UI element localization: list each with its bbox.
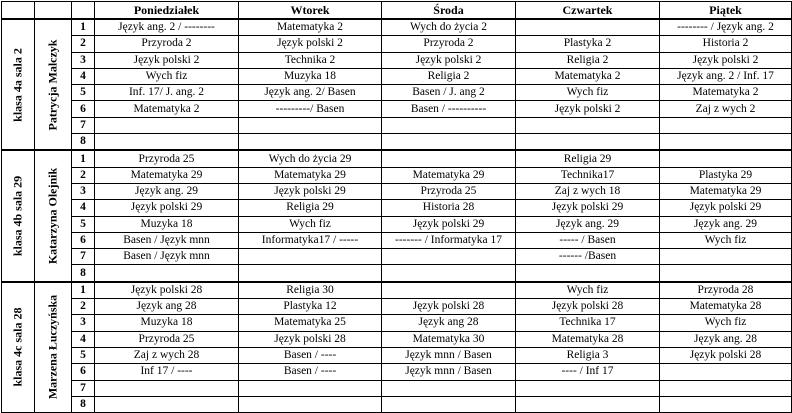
table-row <box>2 396 792 412</box>
lesson-cell <box>239 134 382 151</box>
lesson-cell: Język ang. 28 <box>660 331 792 347</box>
lesson-cell <box>660 265 792 282</box>
class-group <box>2 282 792 413</box>
lesson-cell <box>382 249 516 265</box>
lesson-cell: Wych fiz <box>516 85 660 101</box>
lesson-cell <box>660 134 792 151</box>
lesson-cell: Basen / Język mnn <box>95 249 239 265</box>
lesson-number: 4 <box>72 331 95 347</box>
table-row <box>2 347 792 363</box>
lesson-cell: Muzyka 18 <box>95 315 239 331</box>
lesson-cell: Religia 2 <box>382 68 516 84</box>
lesson-cell: Historia 28 <box>382 200 516 216</box>
lesson-number: 1 <box>72 282 95 299</box>
lesson-cell <box>516 19 660 36</box>
table-row <box>2 167 792 183</box>
lesson-cell: Wych fiz <box>660 232 792 248</box>
lesson-number: 6 <box>72 101 95 117</box>
lesson-number: 4 <box>72 200 95 216</box>
lesson-cell: Basen / J. ang 2 <box>382 85 516 101</box>
lesson-cell: Język ang. 29 <box>660 216 792 232</box>
lesson-cell: Matematyka 2 <box>95 101 239 117</box>
lesson-cell: ---- / Inf 17 <box>516 364 660 380</box>
table-row <box>2 183 792 199</box>
lesson-number: 8 <box>72 265 95 282</box>
table-row <box>2 101 792 117</box>
lesson-cell: Wych do życia 29 <box>239 150 382 167</box>
lesson-cell: Przyroda 25 <box>95 150 239 167</box>
lesson-number: 2 <box>72 167 95 183</box>
lesson-cell: Religia 29 <box>516 150 660 167</box>
lesson-cell <box>660 380 792 396</box>
lesson-cell: Przyroda 25 <box>95 331 239 347</box>
lesson-cell: Wych do życia 2 <box>382 19 516 36</box>
lesson-number: 8 <box>72 396 95 412</box>
lesson-number: 1 <box>72 19 95 36</box>
lesson-cell <box>95 396 239 412</box>
lesson-number: 7 <box>72 117 95 133</box>
lesson-cell <box>516 380 660 396</box>
table-row <box>2 68 792 84</box>
lesson-cell: Basen / ---- <box>239 364 382 380</box>
lesson-cell: Język ang 28 <box>95 299 239 315</box>
day-header-wednesday: Środa <box>382 2 516 20</box>
lesson-cell: Język polski 2 <box>382 52 516 68</box>
table-row <box>2 150 792 167</box>
lesson-cell: Muzyka 18 <box>239 68 382 84</box>
lesson-cell <box>516 134 660 151</box>
lesson-cell: Przyroda 2 <box>382 36 516 52</box>
lesson-cell: Inf. 17/ J. ang. 2 <box>95 85 239 101</box>
lesson-cell: Inf 17 / ---- <box>95 364 239 380</box>
lesson-cell: Religia 30 <box>239 282 382 299</box>
lesson-cell <box>382 282 516 299</box>
lesson-cell: Język polski 29 <box>516 200 660 216</box>
lesson-cell: Matematyka 25 <box>239 315 382 331</box>
lesson-cell <box>382 117 516 133</box>
table-row <box>2 19 792 36</box>
lesson-cell: Plastyka 2 <box>516 36 660 52</box>
table-row <box>2 117 792 133</box>
class-name-cell <box>2 282 35 413</box>
lesson-cell <box>660 117 792 133</box>
lesson-cell: Matematyka 29 <box>382 167 516 183</box>
lesson-cell: Przyroda 2 <box>95 36 239 52</box>
lesson-cell <box>239 380 382 396</box>
lesson-cell: Język ang. 2/ Basen <box>239 85 382 101</box>
lesson-number: 6 <box>72 232 95 248</box>
lesson-cell: Technika 17 <box>516 315 660 331</box>
teacher-name: Patrycja Malczyk <box>45 39 60 131</box>
table-row <box>2 134 792 151</box>
lesson-cell: Język polski 2 <box>516 101 660 117</box>
timetable <box>1 1 792 413</box>
lesson-cell: Zaj z wych 2 <box>660 101 792 117</box>
teacher-name-cell <box>35 282 72 413</box>
lesson-number: 6 <box>72 364 95 380</box>
table-row <box>2 282 792 299</box>
lesson-cell: Zaj z wych 18 <box>516 183 660 199</box>
lesson-cell: Wych fiz <box>660 315 792 331</box>
lesson-cell: Basen / ---- <box>239 347 382 363</box>
class-name-cell <box>2 19 35 150</box>
lesson-number: 4 <box>72 68 95 84</box>
table-row <box>2 265 792 282</box>
lesson-cell <box>239 117 382 133</box>
class-name: klasa 4a sala 2 <box>10 47 25 122</box>
table-row <box>2 232 792 248</box>
table-row <box>2 331 792 347</box>
lesson-cell: Język ang. 2 / -------- <box>95 19 239 36</box>
day-header-thursday: Czwartek <box>516 2 660 20</box>
lesson-cell: Matematyka 2 <box>660 85 792 101</box>
lesson-cell: ----- / Basen <box>516 232 660 248</box>
lesson-cell: Język mnn / Basen <box>382 347 516 363</box>
lesson-number: 3 <box>72 183 95 199</box>
lesson-cell <box>95 265 239 282</box>
lesson-cell: ---------/ Basen <box>239 101 382 117</box>
class-name-cell <box>2 150 35 281</box>
lesson-cell <box>660 249 792 265</box>
lesson-cell: Matematyka 2 <box>516 68 660 84</box>
lesson-cell <box>516 265 660 282</box>
lesson-cell: Plastyka 29 <box>660 167 792 183</box>
table-row <box>2 249 792 265</box>
lesson-cell: ------- / Informatyka 17 <box>382 232 516 248</box>
lesson-number: 3 <box>72 315 95 331</box>
header-cell <box>35 2 72 20</box>
teacher-name: Katarzyna Olejnik <box>45 167 60 265</box>
lesson-cell <box>382 150 516 167</box>
lesson-cell: Technika17 <box>516 167 660 183</box>
table-row <box>2 315 792 331</box>
table-row <box>2 85 792 101</box>
day-header-friday: Piątek <box>660 2 792 20</box>
lesson-cell: Język polski 29 <box>660 200 792 216</box>
lesson-cell: Przyroda 25 <box>382 183 516 199</box>
lesson-cell: Wych fiz <box>239 216 382 232</box>
lesson-cell <box>516 117 660 133</box>
lesson-cell: Język polski 28 <box>660 347 792 363</box>
lesson-cell: Religia 3 <box>516 347 660 363</box>
lesson-number: 5 <box>72 85 95 101</box>
lesson-cell: Język ang. 2 / Inf. 17 <box>660 68 792 84</box>
lesson-cell <box>382 380 516 396</box>
lesson-cell <box>239 265 382 282</box>
lesson-cell <box>239 396 382 412</box>
lesson-cell: Matematyka 29 <box>239 167 382 183</box>
lesson-cell <box>516 396 660 412</box>
lesson-cell: Język polski 2 <box>239 36 382 52</box>
lesson-cell: Technika 2 <box>239 52 382 68</box>
header-row <box>2 2 792 20</box>
header-cell <box>2 2 35 20</box>
day-header-monday: Poniedziałek <box>95 2 239 20</box>
table-row <box>2 364 792 380</box>
lesson-cell: Język polski 29 <box>382 216 516 232</box>
class-name: klasa 4c sala 28 <box>10 307 25 387</box>
header-cell <box>72 2 95 20</box>
lesson-cell: Przyroda 28 <box>660 282 792 299</box>
lesson-cell: Matematyka 2 <box>239 19 382 36</box>
lesson-cell: Matematyka 30 <box>382 331 516 347</box>
lesson-number: 5 <box>72 216 95 232</box>
lesson-cell: Informatyka17 / ----- <box>239 232 382 248</box>
lesson-number: 7 <box>72 380 95 396</box>
lesson-cell: Język polski 2 <box>95 52 239 68</box>
lesson-cell: Język polski 28 <box>95 282 239 299</box>
lesson-cell: Język polski 28 <box>516 299 660 315</box>
lesson-cell <box>660 150 792 167</box>
lesson-cell: Zaj z wych 28 <box>95 347 239 363</box>
lesson-number: 8 <box>72 134 95 151</box>
teacher-name-cell <box>35 150 72 281</box>
lesson-cell: ------ /Basen <box>516 249 660 265</box>
lesson-cell: Matematyka 29 <box>660 183 792 199</box>
lesson-cell: Wych fiz <box>516 282 660 299</box>
lesson-cell: Język mnn / Basen <box>382 364 516 380</box>
lesson-number: 3 <box>72 52 95 68</box>
lesson-cell <box>660 396 792 412</box>
lesson-cell <box>95 134 239 151</box>
teacher-name-cell <box>35 19 72 150</box>
lesson-cell: Religia 29 <box>239 200 382 216</box>
lesson-cell: Język polski 28 <box>239 331 382 347</box>
table-row <box>2 380 792 396</box>
lesson-cell: Wych fiz <box>95 68 239 84</box>
day-header-tuesday: Wtorek <box>239 2 382 20</box>
table-row <box>2 36 792 52</box>
lesson-cell <box>660 364 792 380</box>
lesson-cell: Plastyka 12 <box>239 299 382 315</box>
lesson-cell: Matematyka 29 <box>95 167 239 183</box>
lesson-cell <box>95 117 239 133</box>
table-row <box>2 216 792 232</box>
lesson-cell <box>95 380 239 396</box>
lesson-cell: Basen / Język mnn <box>95 232 239 248</box>
lesson-cell: Matematyka 28 <box>660 299 792 315</box>
lesson-cell <box>382 134 516 151</box>
lesson-number: 5 <box>72 347 95 363</box>
lesson-cell <box>239 249 382 265</box>
lesson-cell: Religia 2 <box>516 52 660 68</box>
lesson-number: 7 <box>72 249 95 265</box>
lesson-cell: Język polski 29 <box>95 200 239 216</box>
lesson-cell: Język polski 2 <box>660 52 792 68</box>
lesson-number: 1 <box>72 150 95 167</box>
table-row <box>2 299 792 315</box>
lesson-cell <box>382 265 516 282</box>
lesson-cell: Matematyka 28 <box>516 331 660 347</box>
lesson-cell: Język polski 28 <box>382 299 516 315</box>
table-row <box>2 200 792 216</box>
class-group <box>2 150 792 281</box>
lesson-cell: Język ang. 29 <box>95 183 239 199</box>
lesson-cell: Basen / ---------- <box>382 101 516 117</box>
lesson-cell: Język ang. 29 <box>516 216 660 232</box>
class-group <box>2 19 792 150</box>
lesson-cell: Język ang 28 <box>382 315 516 331</box>
lesson-number: 2 <box>72 36 95 52</box>
teacher-name: Marzena Łuczyńska <box>45 295 60 400</box>
lesson-number: 2 <box>72 299 95 315</box>
lesson-cell: -------- / Język ang. 2 <box>660 19 792 36</box>
lesson-cell: Język polski 29 <box>239 183 382 199</box>
table-row <box>2 52 792 68</box>
lesson-cell: Historia 2 <box>660 36 792 52</box>
class-name: klasa 4b sala 29 <box>10 175 25 257</box>
lesson-cell: Muzyka 18 <box>95 216 239 232</box>
lesson-cell <box>382 396 516 412</box>
